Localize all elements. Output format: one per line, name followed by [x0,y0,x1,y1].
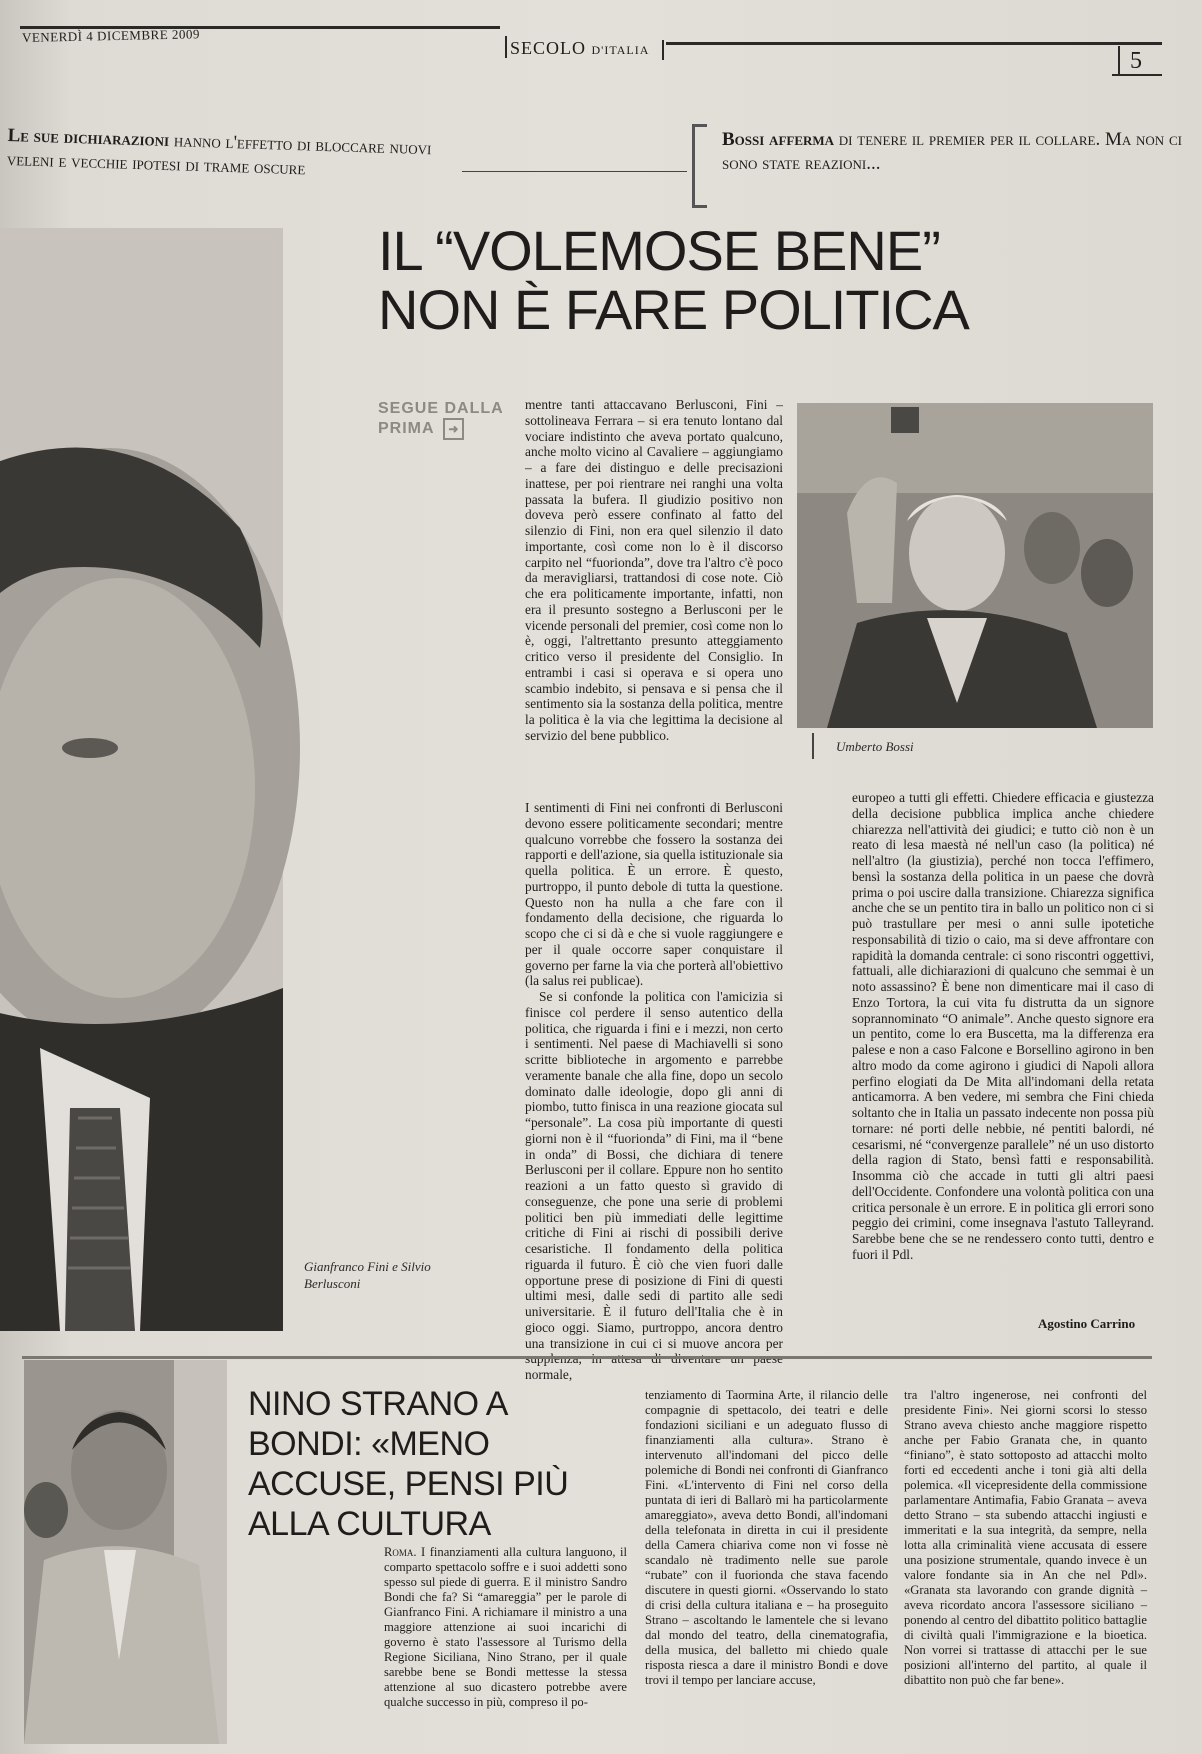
second-article-column-3 [904,1388,1147,1746]
photo-bossi-image [797,403,1153,728]
continued-label-text: SEGUE DALLA PRIMA [378,400,504,437]
photo-fini-berlusconi-image [0,228,283,1331]
second-article-paragraph: tenziamento di Taormina Arte, il rilancio delle compagnie di spettacolo, dei teatri e delle fondazioni siciliani e un adeguato flusso di finanziamenti alla cultura». Strano è intervenuto all'indomani del picco delle polemiche di Bondi nei confronti di Gianfranco Fini. «L'intervento di Fini nel corso della puntata di ieri di Ballarò mi ha particolarmente amareggiato», aveva detto Bondi, all'indomani della telefonata in diretta in cui il presidente della Camera chiariva come non vi fosse nè scandalo nè tradimento nelle sue parole “rubate” con il fuorionda che stava facendo discutere in questi giorni. «Osservando lo stato di crisi della cultura italiana e – ha proseguito Strano – ascoltando le lamentele che si levano dal mondo del teatro, della cinematografia, della musica, del balletto mi chiedo quale risposta riesca a dare il ministro Bondi e dove trovi il tempo per lanciare accuse, [645,1388,888,1687]
kicker-right-text: di tenere il premier per il collare. Ma non ci sono state reazioni... [722,129,1182,174]
kicker-right-bold: Bossi afferma [722,129,835,150]
second-article-paragraph [384,1545,627,1710]
newspaper-name-suffix: D'ITALIA [591,43,650,57]
caption-fini-berlusconi: Gianfranco Fini e Silvio Berlusconi [304,1259,431,1291]
article-paragraph: Se si confonde la politica con l'amicizia si finisce col perdere il senso autentico della politica, che riguarda i fini e i mezzi, non certo i sentimenti. Nel paese di Machiavelli si sono scritte biblioteche in argomento e parrebbe veramente banale che alla fine, dopo un secolo dominato dalle ideologie, dopo gli anni di piombo, tutto finisca in una reazione giocata sul “personale”. La cosa più importante di questi giorni non è il “fuorionda” di Fini, ma il “bene in onda” di Bossi, che dichiara di tenere Berlusconi per il collare. Eppure non ho sentito reazioni a un fatto questo sì gravido di conseguenze, che pone una serie di problemi politici ben più immediati delle legittime critiche di Fini ai rischi di possibili derive cesaristiche. Il fondamento della politica riguarda il futuro. È ciò che vien fuori dalle opportune prese di posizione di Fini di questi ultimi mesi, dalle sedi di partito alle sedi universitarie. È il futuro dell'Italia che è in gioco oggi. Siamo, purtroppo, ancora dentro una transizione in cui ci si muove ancora per normale, [525,989,783,1382]
article-paragraph: europeo a tutti gli effetti. Chiedere efficacia e giustezza della decisione pubblica implica anche chiedere chiarezza nell'attività dei giudici; e tutto ciò non è un reato di lesa maestà né nell'un caso (la politica) né nell'altro (la giustizia), perché non tocca l'effimero, bensì la sostanza della politica in un paese che dovrà prima o poi uscire dalla transizione. Chiarezza significa anche che se un pentito tira in ballo un politico non ci si può trastullare per mesi o anni sulle ipotetiche responsabilità di tizio o caio, ma si deve affrontare con rapidità la domanda centrale: ci sono riscontri oggettivi, fattuali, alle dichiarazioni di qualcuno che semmai è un noto assassino? È bene non dimenticare mai il caso di Enzo Tortora, la cui vita fu distrutta da un signore soprannominato “O animale”. Anche questo signore era un pentito, come lo era Buscetta, ma la differenza era palese e non a caso Falcone e Borsellino agirono in ben altro modo da come agirono i giudici di Napoli allora perfino elogiati da De Mita all'indomani della retata anticamorra. A ben vedere, mi sembra che Fini chieda soltanto che in Italia un passato indecente non possa più tornare: né porti delle nebbie, né pentiti balordi, né cesarismi, né “convergenze parallele” né un uso distorto della ragion di Stato, bensì fatti e responsabilità. Insomma ciò che accade in tutti gli altri paesi dell'Occidente. Confondere una volontà politica con una critica personale è un errore. E in politica gli errori sono peggio dei crimini, come insegnava l'astuto Talleyrand. Sarebbe bene che se ne rendessero conto tutti, dentro e fuori il Pdl. [852,790,1154,1262]
photo-bossi [797,403,1153,728]
second-article-column-2 [645,1388,888,1746]
author-signature: Agostino Carrino [1038,1316,1136,1331]
second-article-column-1 [384,1545,627,1745]
article-column-3 [852,790,1154,1310]
article-column-2 [525,800,783,1382]
kicker-left-bold: Le sue dichiarazioni [7,124,170,152]
continued-from-front-label [378,400,508,440]
issue-date: VENERDÌ 4 DICEMBRE 2009 [21,26,201,45]
photo-nino-strano-image [24,1360,227,1744]
second-article-headline: NINO STRANO A BONDI: «MENO ACCUSE, PENSI PIÙ ALLA CULTURA [248,1385,569,1544]
arrow-right-icon: ➜ [443,418,464,440]
page-number: 5 [1130,48,1142,74]
kicker-bracket [692,124,707,208]
photo-nino-strano [24,1360,227,1744]
main-headline-line1: IL “VOLEMOSE BENE” [378,219,940,282]
page-number-divider [1118,46,1120,74]
kicker-connector-line [462,171,687,172]
photo-fini-berlusconi [0,228,283,1331]
article-column-1 [525,397,783,797]
header-rule-right [666,42,1162,45]
second-article-top-rule [22,1356,1152,1359]
second-article-text: I finanziamenti alla cultura languono, il comparto spettacolo soffre e i suoi addetti sono spesso sul piede di guerra. E il ministro Sandro Bondi che fa? Si “amareggia” per le parole di Gianfranco Fini. A richiamare il ministro a una maggiore attenzione ai suoi incarichi di governo è stato l'assessore al Turismo della Regione Siciliana, Nino Strano, per il quale sarebbe bene se Bondi mettesse la stessa attenzione al suo dicastero potrebbe avere qualche successo in più, compreso il po- [384,1545,627,1709]
article-paragraph: I sentimenti di Fini nei confronti di Berlusconi devono essere politicamente secondari; mentre qualcuno vorrebbe che fossero la sostanza dei rapporti e dell'azione, sia quella istituzionale sia quella politica. È un errore. È questo, purtroppo, il punto debole di tutta la questione. Questo non ha nulla a che fare con il fondamento della decisione, che riguarda lo scopo che ci si dà e che si vuole raggiungere e per il quale occorre saper conquistare il governo per farne la via che porterà all'obiettivo (la salus rei publicae). [525,800,783,989]
header-divider [505,36,507,58]
article-paragraph: mentre tanti attaccavano Berlusconi, Fini – sottolineava Ferrara – si era tenuto lontano dal vociare indistinto che aveva portato qualcuno, anche molto vicino al Cavaliere – aggiungiamo – a fare dei distinguo e delle precisazioni inattese, per poi rientrare nei ranghi una volta passata la bufera. Il giudizio positivo non doveva però essere confinato al fatto del silenzio di Fini, non era quel silenzio il dato importante, così come non lo è il discorso carpito nel “fuorionda”, dove tra l'altro c'è poco da meravigliarsi, trattandosi di cose note. Ciò che era politicamente importante, infatti, non era il presunto sostegno a Berlusconi per le vicende personali del premier, così come non lo è, oggi, l'altrettanto presunto atteggiamento critico verso il presidente del Consiglio. In entrambi i casi si operava e si opera uno scambio indebito, si pensava e si pensa che il sentimento sia la sostanza della politica, mentre la politica è la via che legittima la decisione al servizio del bene pubblico. [525,397,783,743]
caption-bar [812,733,814,759]
kicker-left [6,124,477,187]
caption-bossi: Umberto Bossi [836,739,914,754]
kicker-left-text: hanno l'effetto di bloccare nuovi veleni e vecchie ipotesi di trame oscure [6,130,432,180]
kicker-right [722,128,1192,176]
header-divider-2 [662,40,664,60]
main-headline-line2: NON È FARE POLITICA [378,277,969,341]
newspaper-name [510,38,649,59]
newspaper-name-main: SECOLO [510,38,587,58]
main-headline [378,219,1018,341]
dateline: Roma. [384,1545,417,1559]
second-article-paragraph: tra l'altro ingenerose, nei confronti del presidente Fini». Nei giorni scorsi lo stesso Strano aveva chiesto anche maggiore rispetto anche per Fabio Granata che, in quanto “finiano”, è stato sottoposto ad attacchi molto forti ed eccedenti anche i toni già alti della polemica. «Il vicepresidente della commissione parlamentare Antimafia, Fabio Granata – aveva detto Strano – sta subendo attacchi ingiusti e immeritati e la sua integrità, da sempre, nella lotta alla criminalità viene accusata di essere una posizione strumentale, quando invece è un valore fondante sia in An che nel Pdl». «Granata sta lavorando con grande dignità – aveva ricordato ancora l'assessore siciliano – ponendo al centro del dibattito politico battaglie di civiltà quali l'immigrazione e la bioetica. Non vorrei si trattasse di attacchi per le sue posizioni all'interno del partito, al quale il dibattito non può che far bene». [904,1388,1147,1687]
